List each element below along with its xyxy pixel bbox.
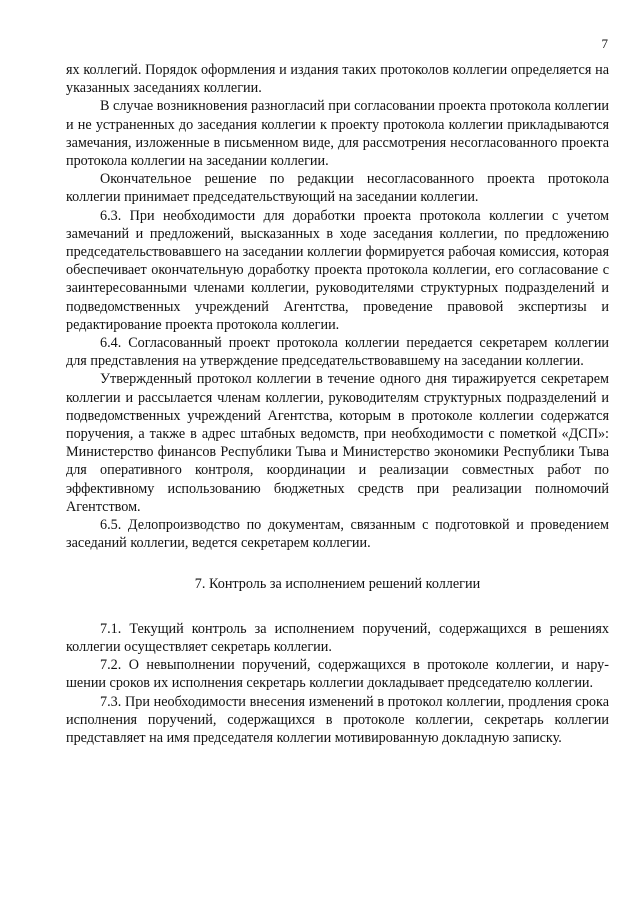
page-number: 7	[601, 36, 608, 51]
paragraph-7-3: 7.3. При необходимости внесения изменений в протокол коллегии, продления срока исполнения поручений, содержащихся в протоколе коллегии, секретарь коллегии представляет на имя председателя коллегии мотивированную докладную записку.	[66, 693, 609, 746]
paragraph-7-2: 7.2. О невыполнении поручений, содержащихся в протоколе коллегии, и нарушении сроков их исполнения секретарь коллегии докладывает председателю коллегии.	[66, 657, 609, 692]
section-heading: 7. Контроль за исполнением решений коллегии	[194, 576, 481, 593]
paragraph-7-1: 7.1. Текущий контроль за исполнением поручений, содержащихся в решениях коллегии осуществляет секретарь коллегии.	[66, 620, 609, 655]
paragraph-6-4: 6.4. Согласованный проект протокола коллегии передается секретарем коллегии для представления на утверждение председательствовавшему на заседании коллегии.	[66, 335, 609, 370]
document-body	[66, 61, 609, 747]
paragraph-6-3: 6.3. При необходимости для доработки проекта протокола коллегии с учетом замечаний и предложений, высказанных в ходе заседания коллегии, по предложению председательствовавшего на заседании коллегии формируется рабочая комиссия, которая обеспечивает окончательную доработку проекта протокола коллегии, его согласование с заинтересованными членами коллегии, руководителями структурных подразделений и подведомственных учреждений Агентства, проведение правовой экспертизы и редактирование проекта протокола коллегии.	[66, 207, 609, 333]
paragraph-continuation: ях коллегий. Порядок оформления и издания таких протоколов коллегии определяется на указанных заседаниях коллегии.	[66, 62, 609, 97]
paragraph-6-5: 6.5. Делопроизводство по документам, связанным с подготовкой и проведением заседаний коллегии, ведется секретарем коллегии.	[66, 517, 609, 552]
paragraph-approved-protocol: Утвержденный протокол коллегии в течение одного дня тиражируется секретарем коллегии и рассылается членам коллегии, руководителям структурных подразделений и подведомственных учреждений Агентства, которым в протоколе коллегии содержатся поручения, а также в адрес штабных ведомств, при необходимости с пометкой «ДСП»: Министерство финансов Республики Тыва и Министерство экономики Республики Тыва для оперативного контроля, координации и реализации совместных работ по эффективному использованию бюджетных средств при реализации полномочий Агентством.	[66, 371, 609, 515]
paragraph-disagreements: В случае возникновения разногласий при согласовании проекта протокола коллегии и не устраненных до заседания коллегии к проекту протокола коллегии прикладываются замечания, изложенные в письменном виде, для рассмотрения несогласованного проекта протокола коллегии на заседании коллегии.	[66, 98, 609, 170]
paragraph-final-decision: Окончательное решение по редакции несогласованного проекта протокола коллегии принимает председательствующий на заседании коллегии.	[66, 171, 609, 206]
